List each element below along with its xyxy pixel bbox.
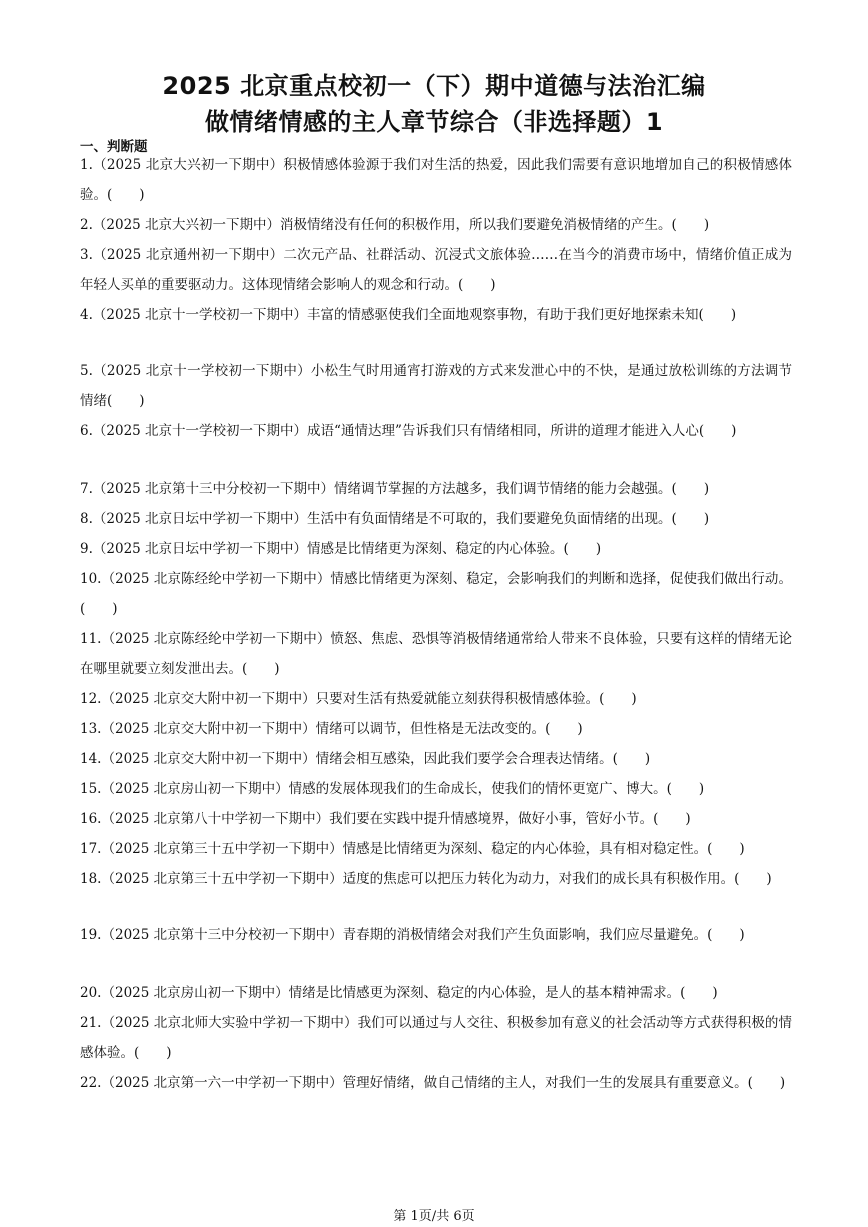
question-number: 11. — [80, 631, 102, 647]
question-item — [80, 834, 792, 864]
question-item — [80, 300, 792, 330]
question-item — [80, 714, 792, 744]
question-number: 7. — [80, 481, 93, 497]
question-source: （2025 北京房山初一下期中） — [101, 985, 289, 1001]
question-item — [80, 150, 792, 210]
question-text: 消极情绪没有任何的积极作用，所以我们要避免消极情绪的产生。( ) — [280, 217, 710, 233]
question-number: 8. — [80, 511, 93, 527]
question-text: 丰富的情感驱使我们全面地观察事物，有助于我们更好地探索未知( ) — [307, 307, 737, 323]
question-number: 1. — [80, 157, 93, 173]
section-heading: 一、判断题 — [80, 139, 148, 155]
question-source: （2025 北京第一六一中学初一下期中） — [101, 1075, 343, 1091]
question-item — [80, 240, 792, 300]
question-source: （2025 北京大兴初一下期中） — [92, 157, 284, 173]
question-text: 小松生气时用通宵打游戏的方式来发泄心中的不快，是通过放松训练的方法调节情绪( ) — [80, 363, 792, 409]
question-item — [80, 920, 792, 950]
question-item — [80, 1008, 792, 1068]
question-item — [80, 534, 792, 564]
question-number: 16. — [80, 811, 102, 827]
question-source: （2025 北京北师大实验中学初一下期中） — [101, 1015, 358, 1031]
question-number: 21. — [80, 1015, 102, 1031]
question-item — [80, 774, 792, 804]
question-source: （2025 北京通州初一下期中） — [92, 247, 284, 263]
question-item — [80, 210, 792, 240]
question-text: 愤怒、焦虑、恐惧等消极情绪通常给人带来不良体验，只要有这样的情绪无论在哪里就要立刻发泄出去。( ) — [80, 631, 793, 677]
question-source: （2025 北京十一学校初一下期中） — [92, 423, 308, 439]
question-source: （2025 北京十一学校初一下期中） — [92, 363, 311, 379]
question-number: 22. — [80, 1075, 102, 1091]
question-source: （2025 北京日坛中学初一下期中） — [92, 511, 308, 527]
question-text: 情绪可以调节，但性格是无法改变的。( ) — [315, 721, 583, 737]
question-text: 情感的发展体现我们的生命成长，使我们的情怀更宽广、博大。( ) — [288, 781, 705, 797]
question-item — [80, 684, 792, 714]
question-source: （2025 北京第三十五中学初一下期中） — [101, 841, 343, 857]
question-text: 我们要在实践中提升情感境界，做好小事，管好小节。( ) — [329, 811, 691, 827]
question-text: 青春期的消极情绪会对我们产生负面影响，我们应尽量避免。( ) — [342, 927, 745, 943]
page-number: 第 1页/共 6页 — [393, 1209, 475, 1224]
question-item — [80, 804, 792, 834]
question-text: 只要对生活有热爱就能立刻获得积极情感体验。( ) — [315, 691, 637, 707]
question-number: 6. — [80, 423, 93, 439]
question-item — [80, 416, 792, 446]
question-text: 情绪会相互感染，因此我们要学会合理表达情绪。( ) — [315, 751, 651, 767]
question-item — [80, 474, 792, 504]
question-text: 情感是比情绪更为深刻、稳定的内心体验，具有相对稳定性。( ) — [342, 841, 745, 857]
question-text: 二次元产品、社群活动、沉浸式文旅体验……在当今的消费市场中，情绪价值正成为年轻人买单的重要驱动力。这体现情绪会影响人的观念和行动。( ) — [80, 247, 793, 293]
question-number: 5. — [80, 363, 93, 379]
question-item — [80, 978, 792, 1008]
question-item — [80, 564, 792, 624]
question-text: 情绪是比情感更为深刻、稳定的内心体验，是人的基本精神需求。( ) — [288, 985, 718, 1001]
question-number: 18. — [80, 871, 102, 887]
question-number: 15. — [80, 781, 102, 797]
question-number: 9. — [80, 541, 93, 557]
question-text: 情感是比情绪更为深刻、稳定的内心体验。( ) — [307, 541, 602, 557]
question-number: 12. — [80, 691, 102, 707]
question-number: 10. — [80, 571, 102, 587]
question-source: （2025 北京第十三中分校初一下期中） — [92, 481, 335, 497]
question-number: 17. — [80, 841, 102, 857]
question-number: 2. — [80, 217, 93, 233]
question-text: 情感比情绪更为深刻、稳定，会影响我们的判断和选择，促使我们做出行动。( ) — [80, 571, 793, 617]
question-number: 20. — [80, 985, 102, 1001]
question-text: 成语“通情达理”告诉我们只有情绪相同，所讲的道理才能进入人心( ) — [307, 423, 737, 439]
question-source: （2025 北京房山初一下期中） — [101, 781, 289, 797]
question-item — [80, 864, 792, 894]
question-item — [80, 624, 792, 684]
page-title-line-1: 2025 北京重点校初一（下）期中道德与法治汇编 — [162, 72, 706, 100]
question-source: （2025 北京陈经纶中学初一下期中） — [101, 631, 331, 647]
question-text: 积极情感体验源于我们对生活的热爱，因此我们需要有意识地增加自己的积极情感体验。( ) — [80, 157, 792, 203]
question-text: 适度的焦虑可以把压力转化为动力，对我们的成长具有积极作用。( ) — [342, 871, 772, 887]
question-text: 管理好情绪，做自己情绪的主人，对我们一生的发展具有重要意义。( ) — [342, 1075, 786, 1091]
page-title-line-2: 做情绪情感的主人章节综合（非选择题）1 — [204, 108, 664, 136]
question-number: 3. — [80, 247, 93, 263]
question-source: （2025 北京十一学校初一下期中） — [92, 307, 308, 323]
question-number: 19. — [80, 927, 102, 943]
question-source: （2025 北京日坛中学初一下期中） — [92, 541, 308, 557]
question-number: 4. — [80, 307, 93, 323]
question-item — [80, 744, 792, 774]
question-text: 我们可以通过与人交往、积极参加有意义的社会活动等方式获得积极的情感体验。( ) — [80, 1015, 793, 1061]
question-source: （2025 北京交大附中初一下期中） — [101, 721, 316, 737]
question-source: （2025 北京交大附中初一下期中） — [101, 751, 316, 767]
question-item — [80, 356, 792, 416]
question-number: 14. — [80, 751, 102, 767]
question-item — [80, 1068, 792, 1098]
question-source: （2025 北京陈经纶中学初一下期中） — [101, 571, 331, 587]
question-source: （2025 北京第八十中学初一下期中） — [101, 811, 330, 827]
question-text: 情绪调节掌握的方法越多，我们调节情绪的能力会越强。( ) — [334, 481, 710, 497]
question-item — [80, 504, 792, 534]
question-text: 生活中有负面情绪是不可取的，我们要避免负面情绪的出现。( ) — [307, 511, 710, 527]
question-source: （2025 北京第三十五中学初一下期中） — [101, 871, 343, 887]
question-number: 13. — [80, 721, 102, 737]
question-source: （2025 北京大兴初一下期中） — [92, 217, 281, 233]
question-source: （2025 北京交大附中初一下期中） — [101, 691, 316, 707]
question-source: （2025 北京第十三中分校初一下期中） — [101, 927, 343, 943]
